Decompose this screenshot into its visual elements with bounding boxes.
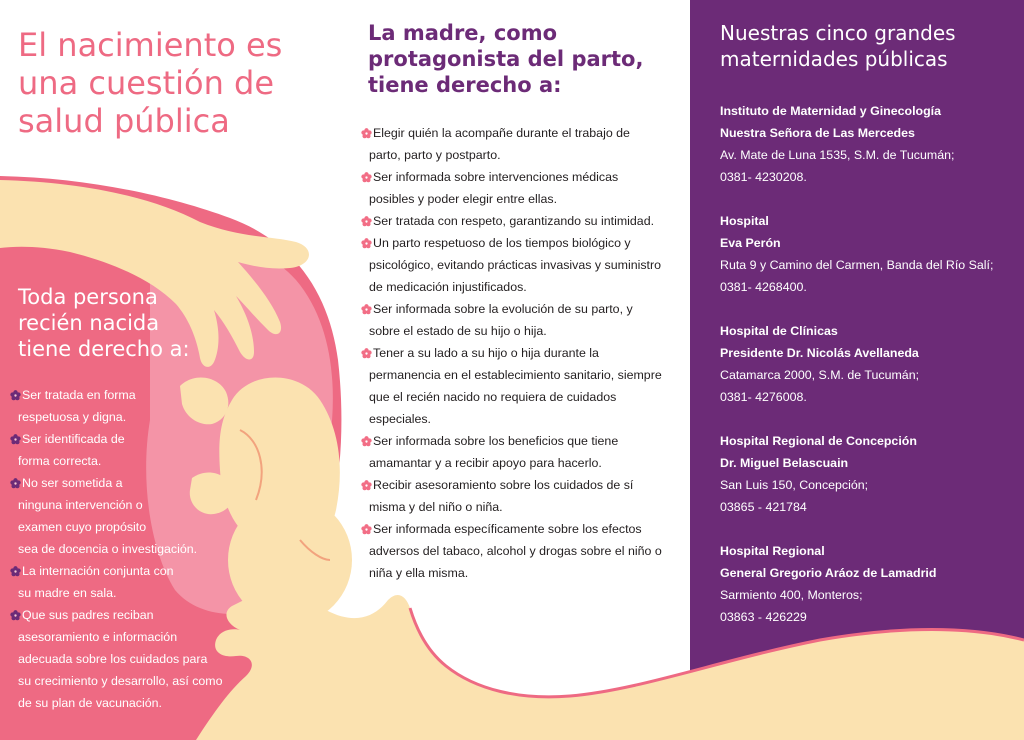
hospital-phone: 0381- 4276008. [720, 390, 807, 404]
list-item-text: sobre el estado de su hijo o hija. [369, 324, 547, 338]
flower-bullet-icon [361, 436, 372, 447]
list-item-text: adversos del tabaco, alcohol y drogas sobre el niño o [369, 544, 662, 558]
hospital-name: Hospital Regional de Concepción [720, 434, 917, 448]
list-item [361, 474, 671, 518]
list-item-text: misma y del niño o niña. [369, 500, 503, 514]
flower-bullet-icon [361, 480, 372, 491]
list-item-text: que el recién nacido no requiera de cuidados [369, 390, 617, 404]
list-item-text: Ser informada sobre la evolución de su parto, y [373, 302, 633, 316]
hospital-address: Av. Mate de Luna 1535, S.M. de Tucumán; [720, 148, 955, 162]
hospital-phone: 0381- 4230208. [720, 170, 807, 184]
list-item [361, 430, 671, 474]
hospital-name: Hospital Regional [720, 544, 825, 558]
list-item-text: sea de docencia o investigación. [18, 542, 198, 556]
flower-bullet-icon [10, 390, 21, 401]
hospital-name-secondary: Presidente Dr. Nicolás Avellaneda [720, 346, 919, 360]
list-item-text: Que sus padres reciban [22, 608, 154, 622]
flower-bullet-icon [10, 610, 21, 621]
list-item-text: asesoramiento e información [18, 630, 178, 644]
hospital-address: Sarmiento 400, Monteros; [720, 588, 863, 602]
list-item-text: Un parto respetuoso de los tiempos biológico y [373, 236, 631, 250]
list-item-text: forma correcta. [18, 454, 102, 468]
list-item-text: Ser tratada con respeto, garantizando su intimidad. [373, 214, 655, 228]
hospital-list [720, 100, 1020, 650]
list-item-text: parto, parto y postparto. [369, 148, 501, 162]
list-item [10, 384, 250, 428]
list-item [361, 342, 671, 430]
hospital-address: Catamarca 2000, S.M. de Tucumán; [720, 368, 920, 382]
mother-rights-list [361, 122, 671, 584]
list-item-text: No ser sometida a [22, 476, 123, 490]
hospital-name-secondary: Dr. Miguel Belascuain [720, 456, 849, 470]
page-title: El nacimiento es una cuestión de salud pública [18, 26, 283, 140]
list-item-text: Ser informada sobre intervenciones médicas [373, 170, 619, 184]
hospital-name: Hospital [720, 214, 769, 228]
maternities-heading: Nuestras cinco grandes maternidades públicas [720, 21, 956, 71]
list-item-text: Ser informada sobre los beneficios que tiene [373, 434, 619, 448]
list-item [361, 298, 671, 342]
list-item [361, 210, 671, 232]
list-item-text: su madre en sala. [18, 586, 117, 600]
hospital-address: Ruta 9 y Camino del Carmen, Banda del Río Salí; [720, 258, 994, 272]
hospital-phone: 0381- 4268400. [720, 280, 807, 294]
flower-bullet-icon [361, 238, 372, 249]
list-item [361, 232, 671, 298]
list-item [361, 122, 671, 166]
list-item [10, 472, 250, 560]
list-item [10, 604, 250, 714]
list-item-text: de su plan de vacunación. [18, 696, 162, 710]
flower-bullet-icon [361, 348, 372, 359]
list-item-text: Recibir asesoramiento sobre los cuidados de sí [373, 478, 634, 492]
list-item-text: examen cuyo propósito [18, 520, 147, 534]
list-item [361, 166, 671, 210]
list-item-text: Tener a su lado a su hijo o hija durante la [373, 346, 599, 360]
list-item [10, 560, 250, 604]
list-item-text: ninguna intervención o [18, 498, 143, 512]
flower-bullet-icon [361, 128, 372, 139]
flower-bullet-icon [361, 216, 372, 227]
list-item-text: Ser tratada en forma [22, 388, 136, 402]
flower-bullet-icon [10, 566, 21, 577]
list-item-text: Ser identificada de [22, 432, 125, 446]
mother-rights-heading: La madre, como protagonista del parto, tiene derecho a: [368, 21, 644, 97]
hospital-name-secondary: General Gregorio Aráoz de Lamadrid [720, 566, 937, 580]
list-item-text: posibles y poder elegir entre ellas. [369, 192, 558, 206]
newborn-rights-heading: Toda persona recién nacida tiene derecho a: [18, 285, 190, 361]
list-item-text: especiales. [369, 412, 431, 426]
flower-bullet-icon [361, 172, 372, 183]
hospital-phone: 03865 - 421784 [720, 500, 807, 514]
list-item-text: niña y ella misma. [369, 566, 469, 580]
list-item [361, 518, 671, 584]
hospital-phone: 03863 - 426229 [720, 610, 807, 624]
flower-bullet-icon [361, 524, 372, 535]
list-item-text: de medicación injustificados. [369, 280, 527, 294]
hospital-entry [720, 540, 1020, 650]
list-item-text: su crecimiento y desarrollo, así como [18, 674, 223, 688]
maternities-panel [690, 0, 1024, 740]
list-item-text: adecuada sobre los cuidados para [18, 652, 208, 666]
list-item-text: amamantar y a recibir apoyo para hacerlo. [369, 456, 602, 470]
list-item-text: Elegir quién la acompañe durante el trabajo de [373, 126, 630, 140]
hospital-name-secondary: Eva Perón [720, 236, 781, 250]
flower-bullet-icon [361, 304, 372, 315]
newborn-rights-list [10, 384, 250, 714]
hospital-name: Instituto de Maternidad y Ginecología [720, 104, 941, 118]
flower-bullet-icon [10, 478, 21, 489]
list-item-text: respetuosa y digna. [18, 410, 127, 424]
hospital-entry [720, 430, 1020, 540]
hospital-address: San Luis 150, Concepción; [720, 478, 869, 492]
list-item-text: psicológico, evitando prácticas invasivas y suministro [369, 258, 661, 272]
list-item-text: Ser informada específicamente sobre los efectos [373, 522, 642, 536]
hospital-entry [720, 100, 1020, 210]
hospital-name-secondary: Nuestra Señora de Las Mercedes [720, 126, 915, 140]
hospital-entry [720, 210, 1020, 320]
list-item-text: permanencia en el establecimiento sanitario, siempre [369, 368, 662, 382]
hospital-entry [720, 320, 1020, 430]
hospital-name: Hospital de Clínicas [720, 324, 838, 338]
list-item-text: La internación conjunta con [22, 564, 174, 578]
list-item [10, 428, 250, 472]
flower-bullet-icon [10, 434, 21, 445]
